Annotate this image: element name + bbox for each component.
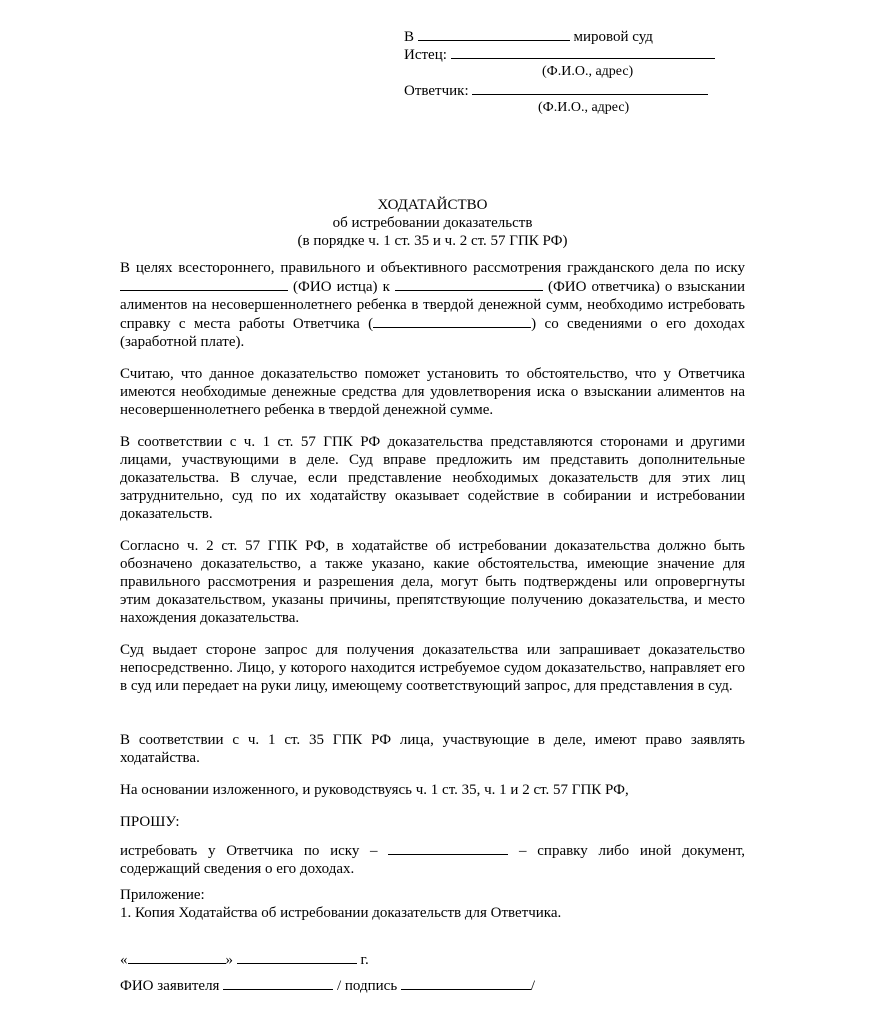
court-prefix: В xyxy=(404,29,415,45)
p5-text: Суд выдает стороне запрос для получения доказательства или запрашивает доказательство непосредственно. Лицо, у которого находится истребуемое судом доказательство, направляет его в суд или передает на руки лицу, имеющему соответствующий запрос, для представления в суд. xyxy=(120,642,745,694)
plaintiff-hint: (Ф.И.О., адрес) xyxy=(542,64,634,79)
title-main: ХОДАТАЙСТВО xyxy=(377,197,488,213)
date-month-blank xyxy=(237,950,357,964)
paragraph-6 xyxy=(120,731,745,767)
signature-separator: / подпись xyxy=(336,978,398,994)
p3-text: В соответствии с ч. 1 ст. 57 ГПК РФ доказательства представляются сторонами и другими лицами, участвующими в деле. Суд вправе предложить им представить дополнительные доказательства. В случае, если представление необходимых доказательств для этих лиц затруднительно, суд по их ходатайству оказывает содействие в собирании и истребовании доказательств. xyxy=(120,434,745,522)
paragraph-3 xyxy=(120,433,745,523)
court-line xyxy=(404,27,734,45)
court-suffix: мировой суд xyxy=(573,29,653,45)
paragraph-4 xyxy=(120,537,745,627)
p8-text-b: – справку либо иной документ, содержащий сведения о его доходах. xyxy=(120,843,746,877)
defendant-hint: (Ф.И.О., адрес) xyxy=(538,100,630,115)
plaintiff-line xyxy=(404,45,734,63)
title-sub1: об истребовании доказательств xyxy=(332,215,533,231)
paragraph-7 xyxy=(120,781,745,799)
defendant-name-blank xyxy=(395,277,543,291)
paragraph-5 xyxy=(120,641,745,695)
p1-text-d: ) со сведениями о его доходах (заработной плате). xyxy=(120,316,746,350)
p6-text: В соответствии с ч. 1 ст. 35 ГПК РФ лица, участвующие в деле, имеют право заявлять ходатайства. xyxy=(120,732,745,766)
date-open-quote: « xyxy=(120,952,128,968)
signature-line xyxy=(120,976,745,995)
date-day-blank xyxy=(128,950,226,964)
claim-blank xyxy=(388,841,508,855)
plaintiff-name-blank xyxy=(120,277,288,291)
p1-text-c: (ФИО ответчика) о взыскании алиментов на несовершеннолетнего ребенка в твердой денежной сумм, необходимо истребовать справку с места работы Ответчика ( xyxy=(120,279,745,332)
attachment-block xyxy=(120,886,745,922)
workplace-blank xyxy=(373,314,531,328)
request-heading: ПРОШУ: xyxy=(120,814,180,830)
p1-text-a: В целях всестороннего, правильного и объективного рассмотрения гражданского дела по иску xyxy=(120,260,745,276)
p7-text: На основании изложенного, и руководствуясь ч. 1 ст. 35, ч. 1 и 2 ст. 57 ГПК РФ, xyxy=(120,782,629,798)
p1-text-b: (ФИО истца) к xyxy=(293,279,390,295)
plaintiff-label: Истец: xyxy=(404,47,447,63)
applicant-name-blank xyxy=(223,976,333,990)
signature-label: ФИО заявителя xyxy=(120,978,220,994)
date-close-quote: » xyxy=(225,952,233,968)
defendant-line xyxy=(404,81,734,99)
paragraph-2 xyxy=(120,365,745,419)
date-year-suffix: г. xyxy=(360,952,369,968)
paragraph-1 xyxy=(120,259,745,351)
paragraph-8 xyxy=(120,841,745,878)
court-name-blank xyxy=(418,27,570,41)
attachment-item-1: 1. Копия Ходатайства об истребовании доказательств для Ответчика. xyxy=(120,905,562,921)
p4-text: Согласно ч. 2 ст. 57 ГПК РФ, в ходатайстве об истребовании доказательства должно быть обозначено доказательство, а также указано, какие обстоятельства, имеющие значение для правильного рассмотрения и разрешения дела, могут быть подтверждены или опровергнуты этим доказательством, указаны причины, препятствующие получению доказательства, и место нахождения доказательства. xyxy=(120,538,745,626)
defendant-blank xyxy=(472,81,708,95)
defendant-label: Ответчик: xyxy=(404,83,469,99)
document-title xyxy=(120,196,745,250)
title-sub2: (в порядке ч. 1 ст. 35 и ч. 2 ст. 57 ГПК РФ) xyxy=(297,233,568,249)
signature-end: / xyxy=(530,978,536,994)
document-header xyxy=(404,27,734,117)
plaintiff-blank xyxy=(451,45,715,59)
attachment-label: Приложение: xyxy=(120,887,205,903)
date-line xyxy=(120,950,745,969)
signature-blank xyxy=(401,976,531,990)
p8-text-a: истребовать у Ответчика по иску – xyxy=(120,843,378,859)
p2-text: Считаю, что данное доказательство поможет установить то обстоятельство, что у Ответчика имеются необходимые денежные средства для удовлетворения иска о взыскании алиментов на несовершеннолетнего ребенка в твердой денежной сумме. xyxy=(120,366,745,418)
